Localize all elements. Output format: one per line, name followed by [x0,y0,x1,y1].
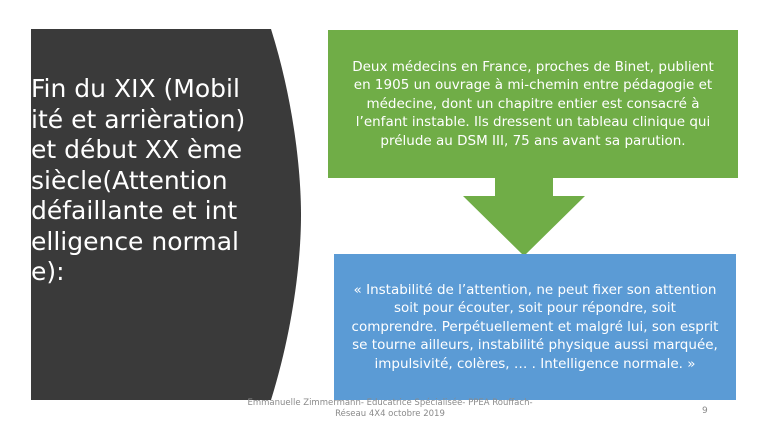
top-text-box [328,30,738,178]
bottom-text-box [334,254,736,400]
slide-title: Fin du XIX (Mobilité et arrièration)et début XX ème siècle(Attention défaillante et intelligence normale): [31,74,246,286]
footer: Emmanuelle Zimmermann- Educatrice Spécialisée- PPEA Rouffach- Réseau 4X4 octobre 2019 [247,398,533,419]
top-text: Deux médecins en France, proches de Binet, publient en 1905 un ouvrage à mi-chemin entre pédagogie et médecine, dont un chapitre entier est consacré à l’enfant instable. Ils dressent un tableau clinique qui prélude au DSM III, 75 ans avant sa parution. [352,58,714,149]
page-number: 9 [702,406,708,416]
bottom-text: « Instabilité de l’attention, ne peut fixer son attention soit pour écouter, soit pour répondre, soit comprendre. Perpétuellement et malgré lui, son esprit se tourne ailleurs, instabilité physique aussi marquée, impulsivité, colères, … . Intelligence normale. » [351,281,719,372]
down-arrow-icon [463,176,585,256]
